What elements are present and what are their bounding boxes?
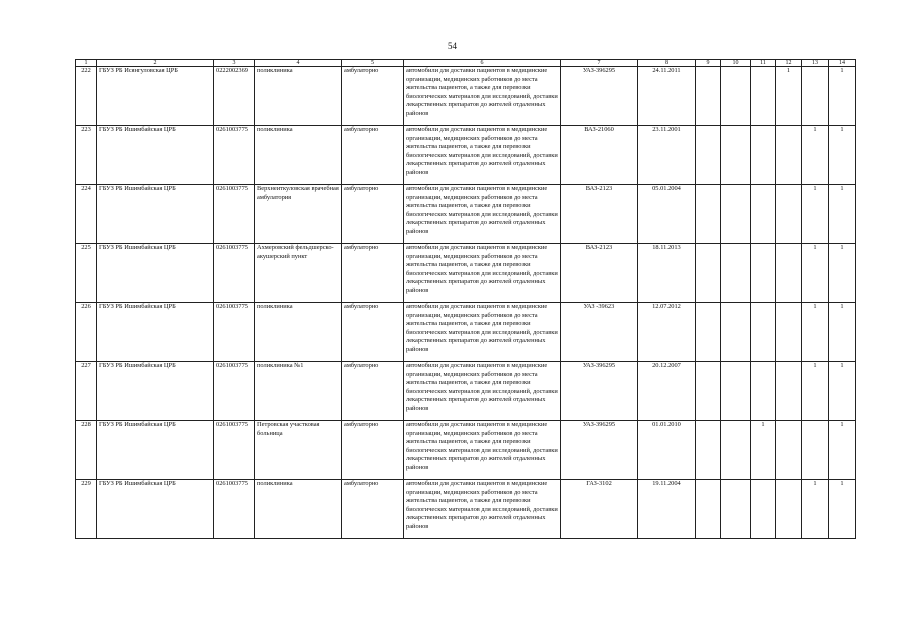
flag-col-11: [751, 480, 776, 539]
table-row: [76, 421, 856, 480]
row-number: 228: [76, 421, 97, 480]
vehicle-purpose: автомобили для доставки пациентов в медицинские организации, медицинских работников до места жительства пациентов, а также для перевозки биологических материалов для исследований, доставки лекарственных препаратов до жителей отдаленных районов: [404, 126, 561, 185]
column-header: 3: [214, 60, 255, 67]
flag-col-9: [696, 67, 721, 126]
flag-col-9: [696, 362, 721, 421]
subdivision: Верхнеиткуловская врачебная амбулатория: [255, 185, 342, 244]
flag-col-13: 1: [802, 303, 829, 362]
care-type: амбулаторно: [342, 303, 404, 362]
flag-col-13: 1: [802, 362, 829, 421]
inn-code: 0261003775: [214, 126, 255, 185]
organization: ГБУЗ РБ Ишимбайская ЦРБ: [97, 303, 214, 362]
flag-col-14: 1: [829, 303, 856, 362]
registration-date: 19.11.2004: [638, 480, 696, 539]
column-header: 13: [802, 60, 829, 67]
row-number: 225: [76, 244, 97, 303]
flag-col-10: [721, 362, 751, 421]
flag-col-14: 1: [829, 244, 856, 303]
flag-col-12: [776, 185, 802, 244]
flag-col-11: 1: [751, 421, 776, 480]
inn-code: 0261003775: [214, 421, 255, 480]
organization: ГБУЗ РБ Ишимбайская ЦРБ: [97, 185, 214, 244]
flag-col-10: [721, 244, 751, 303]
care-type: амбулаторно: [342, 67, 404, 126]
vehicle-model: ВАЗ-2123: [561, 244, 638, 303]
table-row: [76, 480, 856, 539]
table-row: [76, 67, 856, 126]
flag-col-12: [776, 362, 802, 421]
inn-code: 0222002369: [214, 67, 255, 126]
column-header: 11: [751, 60, 776, 67]
inn-code: 0261003775: [214, 244, 255, 303]
column-header: 10: [721, 60, 751, 67]
flag-col-9: [696, 185, 721, 244]
row-number: 227: [76, 362, 97, 421]
care-type: амбулаторно: [342, 362, 404, 421]
vehicle-model: ВАЗ-2123: [561, 185, 638, 244]
care-type: амбулаторно: [342, 126, 404, 185]
row-number: 229: [76, 480, 97, 539]
organization: ГБУЗ РБ Ишимбайская ЦРБ: [97, 480, 214, 539]
row-number: 224: [76, 185, 97, 244]
flag-col-11: [751, 303, 776, 362]
flag-col-9: [696, 244, 721, 303]
care-type: амбулаторно: [342, 480, 404, 539]
flag-col-13: 1: [802, 244, 829, 303]
flag-col-12: [776, 480, 802, 539]
vehicle-purpose: автомобили для доставки пациентов в медицинские организации, медицинских работников до места жительства пациентов, а также для перевозки биологических материалов для исследований, доставки лекарственных препаратов до жителей отдаленных районов: [404, 67, 561, 126]
flag-col-12: [776, 126, 802, 185]
vehicle-model: ГАЗ-3102: [561, 480, 638, 539]
flag-col-11: [751, 185, 776, 244]
flag-col-10: [721, 126, 751, 185]
vehicle-register-table: [75, 59, 856, 539]
organization: ГБУЗ РБ Ишимбайская ЦРБ: [97, 126, 214, 185]
column-header: 7: [561, 60, 638, 67]
organization: ГБУЗ РБ Ишимбайская ЦРБ: [97, 362, 214, 421]
subdivision: поликлиника: [255, 480, 342, 539]
table-row: [76, 362, 856, 421]
inn-code: 0261003775: [214, 303, 255, 362]
inn-code: 0261003775: [214, 362, 255, 421]
flag-col-9: [696, 480, 721, 539]
flag-col-10: [721, 480, 751, 539]
subdivision: Петровская участковая больница: [255, 421, 342, 480]
column-number-row: [76, 60, 856, 67]
vehicle-model: УАЗ-396295: [561, 421, 638, 480]
column-header: 5: [342, 60, 404, 67]
flag-col-13: 1: [802, 480, 829, 539]
flag-col-12: 1: [776, 67, 802, 126]
flag-col-10: [721, 185, 751, 244]
subdivision: Ахмеровский фельдшерско-акушерский пункт: [255, 244, 342, 303]
flag-col-9: [696, 421, 721, 480]
table-row: [76, 303, 856, 362]
flag-col-11: [751, 362, 776, 421]
vehicle-purpose: автомобили для доставки пациентов в медицинские организации, медицинских работников до места жительства пациентов, а также для перевозки биологических материалов для исследований, доставки лекарственных препаратов до жителей отдаленных районов: [404, 421, 561, 480]
vehicle-model: ВАЗ-21060: [561, 126, 638, 185]
flag-col-11: [751, 126, 776, 185]
registration-date: 20.12.2007: [638, 362, 696, 421]
table-row: [76, 244, 856, 303]
flag-col-12: [776, 303, 802, 362]
vehicle-model: УАЗ-396295: [561, 362, 638, 421]
registration-date: 23.11.2001: [638, 126, 696, 185]
organization: ГБУЗ РБ Ишимбайская ЦРБ: [97, 421, 214, 480]
flag-col-13: [802, 421, 829, 480]
vehicle-purpose: автомобили для доставки пациентов в медицинские организации, медицинских работников до места жительства пациентов, а также для перевозки биологических материалов для исследований, доставки лекарственных препаратов до жителей отдаленных районов: [404, 244, 561, 303]
subdivision: поликлиника: [255, 303, 342, 362]
flag-col-9: [696, 126, 721, 185]
registration-date: 12.07.2012: [638, 303, 696, 362]
row-number: 226: [76, 303, 97, 362]
vehicle-model: УАЗ-396295: [561, 67, 638, 126]
registration-date: 01.01.2010: [638, 421, 696, 480]
flag-col-10: [721, 421, 751, 480]
column-header: 1: [76, 60, 97, 67]
column-header: 12: [776, 60, 802, 67]
flag-col-10: [721, 303, 751, 362]
column-header: 2: [97, 60, 214, 67]
page-number: 54: [448, 41, 457, 51]
registration-date: 05.01.2004: [638, 185, 696, 244]
registration-date: 24.11.2011: [638, 67, 696, 126]
care-type: амбулаторно: [342, 244, 404, 303]
column-header: 8: [638, 60, 696, 67]
row-number: 223: [76, 126, 97, 185]
flag-col-14: 1: [829, 185, 856, 244]
organization: ГБУЗ РБ Ишимбайская ЦРБ: [97, 244, 214, 303]
column-header: 14: [829, 60, 856, 67]
flag-col-13: 1: [802, 185, 829, 244]
column-header: 9: [696, 60, 721, 67]
vehicle-purpose: автомобили для доставки пациентов в медицинские организации, медицинских работников до места жительства пациентов, а также для перевозки биологических материалов для исследований, доставки лекарственных препаратов до жителей отдаленных районов: [404, 362, 561, 421]
flag-col-14: 1: [829, 421, 856, 480]
flag-col-10: [721, 67, 751, 126]
registration-date: 18.11.2013: [638, 244, 696, 303]
care-type: амбулаторно: [342, 185, 404, 244]
vehicle-purpose: автомобили для доставки пациентов в медицинские организации, медицинских работников до места жительства пациентов, а также для перевозки биологических материалов для исследований, доставки лекарственных препаратов до жителей отдаленных районов: [404, 480, 561, 539]
table-row: [76, 185, 856, 244]
vehicle-model: УАЗ -39623: [561, 303, 638, 362]
subdivision: поликлиника №1: [255, 362, 342, 421]
flag-col-14: 1: [829, 126, 856, 185]
subdivision: поликлиника: [255, 126, 342, 185]
care-type: амбулаторно: [342, 421, 404, 480]
vehicle-purpose: автомобили для доставки пациентов в медицинские организации, медицинских работников до места жительства пациентов, а также для перевозки биологических материалов для исследований, доставки лекарственных препаратов до жителей отдаленных районов: [404, 185, 561, 244]
inn-code: 0261003775: [214, 480, 255, 539]
flag-col-12: [776, 421, 802, 480]
flag-col-14: 1: [829, 362, 856, 421]
flag-col-13: [802, 67, 829, 126]
flag-col-12: [776, 244, 802, 303]
flag-col-13: 1: [802, 126, 829, 185]
flag-col-11: [751, 244, 776, 303]
vehicle-purpose: автомобили для доставки пациентов в медицинские организации, медицинских работников до места жительства пациентов, а также для перевозки биологических материалов для исследований, доставки лекарственных препаратов до жителей отдаленных районов: [404, 303, 561, 362]
flag-col-9: [696, 303, 721, 362]
table-row: [76, 126, 856, 185]
flag-col-11: [751, 67, 776, 126]
inn-code: 0261003775: [214, 185, 255, 244]
organization: ГБУЗ РБ Исянгуловская ЦРБ: [97, 67, 214, 126]
flag-col-14: 1: [829, 67, 856, 126]
subdivision: поликлиника: [255, 67, 342, 126]
column-header: 4: [255, 60, 342, 67]
column-header: 6: [404, 60, 561, 67]
row-number: 222: [76, 67, 97, 126]
flag-col-14: 1: [829, 480, 856, 539]
